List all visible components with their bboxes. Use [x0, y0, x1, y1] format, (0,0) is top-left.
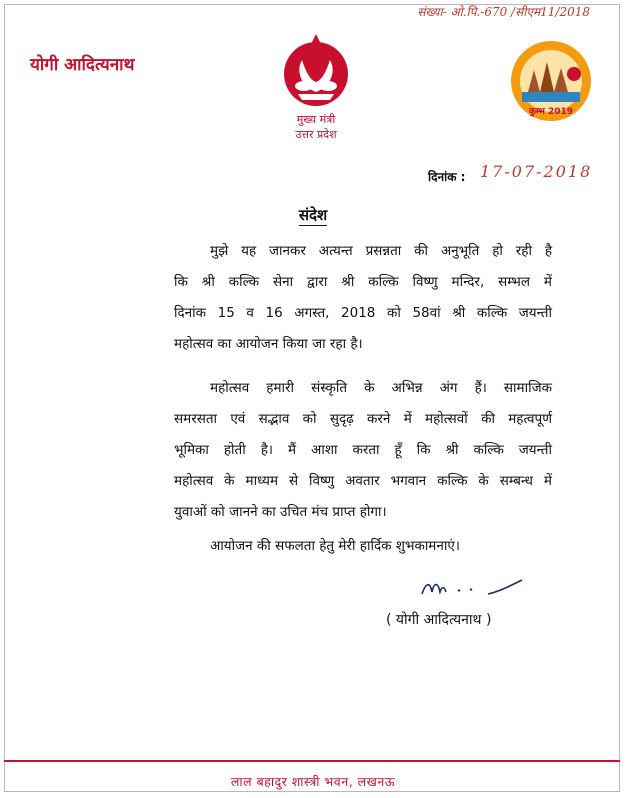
paragraph-line: महोत्सव हमारी संस्कृति के अभिन्न अंग हैं। सामाजिक	[210, 380, 552, 396]
paragraph-line: महोत्सव के माध्यम से विष्णु अवतार भगवान कल्कि के सम्बन्ध में	[174, 473, 552, 489]
heading-text: संदेश	[298, 206, 328, 224]
letter-heading	[0, 205, 626, 225]
kumbh-logo-label: कुम्भ 2019	[528, 107, 574, 117]
designation: मुख्य मंत्री	[296, 113, 336, 126]
date-label: दिनांक :	[428, 170, 466, 184]
footer-address: लाल बहादुर शास्त्री भवन, लखनऊ	[230, 774, 396, 789]
paragraph-line: दिनांक 15 व 16 अगस्त, 2018 को 58वां श्री कल्कि जयन्ती	[174, 305, 552, 321]
footer-divider	[4, 760, 620, 762]
signatory-name: ( योगी आदित्यनाथ )	[386, 612, 492, 628]
sender-name: योगी आदित्यनाथ	[30, 55, 135, 75]
handwritten-signature-icon	[418, 572, 528, 604]
up-government-emblem-icon	[280, 30, 352, 110]
message-paragraph-2	[174, 373, 552, 528]
paragraph-line: मुझे यह जानकर अत्यन्त प्रसन्नता की अनुभूति हो रही है	[210, 243, 552, 259]
date-value: 17-07-2018	[480, 162, 593, 181]
state-name: उत्तर प्रदेश	[295, 128, 337, 141]
paragraph-line: कि श्री कल्कि सेना द्वारा श्री कल्कि विष्णु मन्दिर, सम्भल में	[174, 274, 552, 290]
paragraph-line: भूमिका होती है। मैं आशा करता हूँ कि श्री कल्कि जयन्ती	[174, 442, 552, 458]
paragraph-line: महोत्सव का आयोजन किया जा रहा है।	[174, 336, 363, 352]
message-paragraph-1	[174, 236, 552, 360]
paragraph-line: समरसता एवं सद्भाव को सुदृढ़ करने में महोत्सवों की महत्वपूर्ण	[174, 411, 552, 427]
emblem-caption	[266, 112, 366, 142]
closing-line: आयोजन की सफलता हेतु मेरी हार्दिक शुभकामनाएं।	[210, 538, 460, 554]
paragraph-line: युवाओं को जानने का उचित मंच प्राप्त होगा।	[174, 504, 387, 520]
reference-number: संख्या- ओ.पि.-670 /सीएम11/2018	[417, 5, 590, 19]
kumbh-2019-logo-icon	[510, 40, 592, 122]
